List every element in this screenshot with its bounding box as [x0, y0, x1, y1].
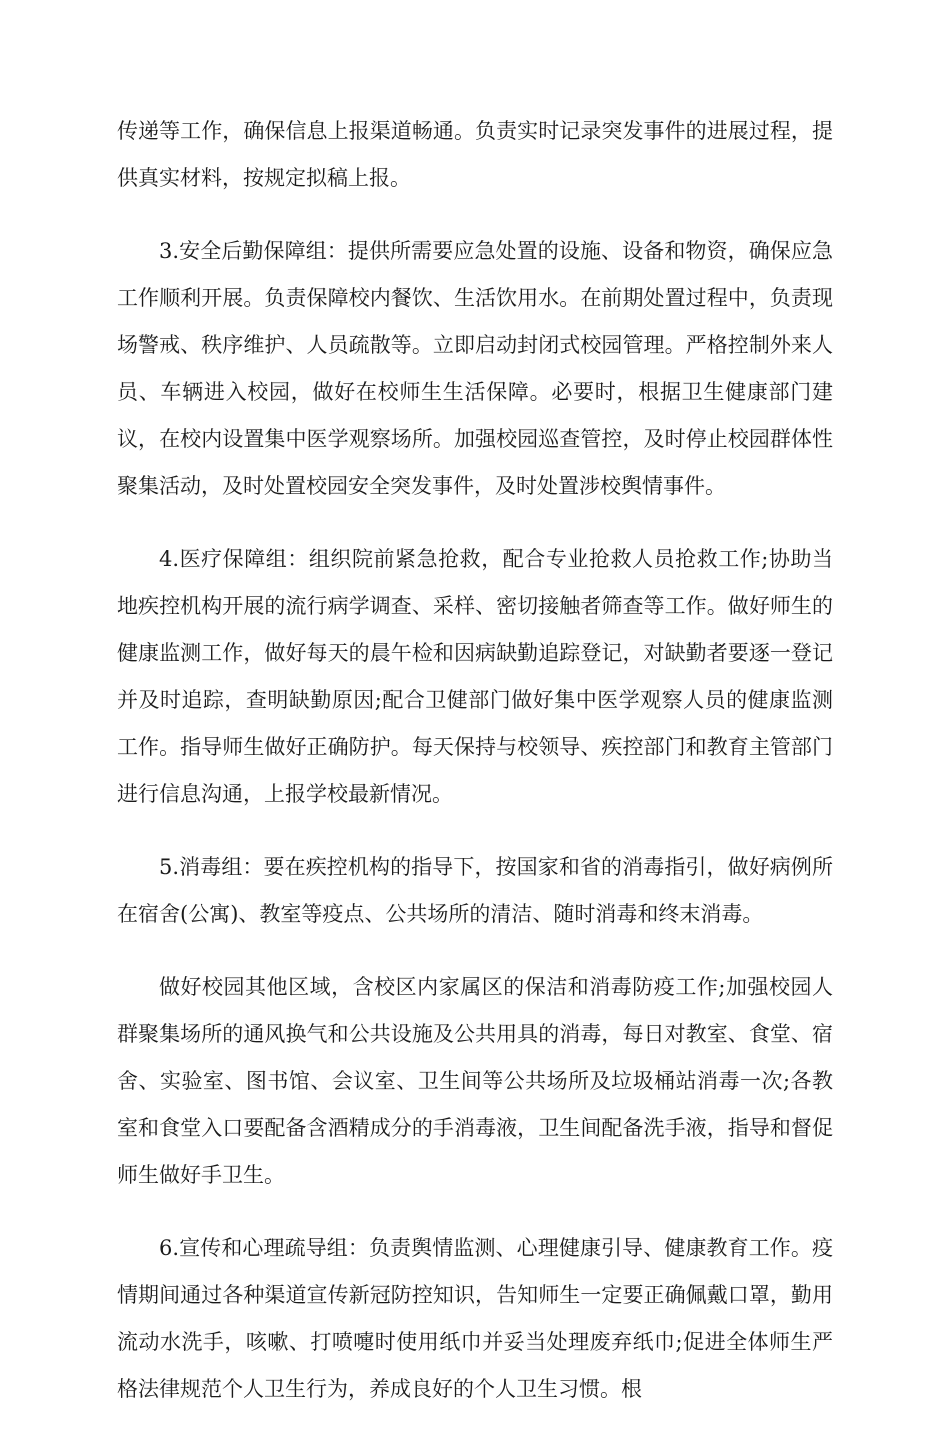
paragraph-logistics-group: 3.安全后勤保障组：提供所需要应急处置的设施、设备和物资，确保应急工作顺利开展。负责保障校内餐饮、生活饮用水。在前期处置过程中，负责现场警戒、秩序维护、人员疏散等。立即启动封闭式校园管理。严格控制外来人员、车辆进入校园，做好在校师生生活保障。必要时，根据卫生健康部门建议，在校内设置集中医学观察场所。加强校园巡查管控，及时停止校园群体性聚集活动，及时处置校园安全突发事件，及时处置涉校舆情事件。 — [117, 239, 833, 498]
document-body — [117, 108, 833, 1439]
paragraph-disinfection-group: 5.消毒组：要在疾控机构的指导下，按国家和省的消毒指引，做好病例所在宿舍(公寓)、教室等疫点、公共场所的清洁、随时消毒和终末消毒。 — [117, 855, 833, 926]
paragraph-campus-disinfection: 做好校园其他区域，含校区内家属区的保洁和消毒防疫工作;加强校园人群聚集场所的通风换气和公共设施及公共用具的消毒，每日对教室、食堂、宿舍、实验室、图书馆、会议室、卫生间等公共场所及垃圾桶站消毒一次;各教室和食堂入口要配备含酒精成分的手消毒液，卫生间配备洗手液，指导和督促师生做好手卫生。 — [117, 975, 833, 1187]
paragraph-continued: 传递等工作，确保信息上报渠道畅通。负责实时记录突发事件的进展过程，提供真实材料，按规定拟稿上报。 — [117, 119, 833, 190]
paragraph-publicity-group: 6.宣传和心理疏导组：负责舆情监测、心理健康引导、健康教育工作。疫情期间通过各种渠道宣传新冠防控知识，告知师生一定要正确佩戴口罩，勤用流动水洗手，咳嗽、打喷嚏时使用纸巾并妥当处理废弃纸巾;促进全体师生严格法律规范个人卫生行为，养成良好的个人卫生习惯。根 — [117, 1236, 833, 1401]
paragraph-medical-group: 4.医疗保障组：组织院前紧急抢救，配合专业抢救人员抢救工作;协助当地疾控机构开展的流行病学调查、采样、密切接触者筛查等工作。做好师生的健康监测工作，做好每天的晨午检和因病缺勤追踪登记，对缺勤者要逐一登记并及时追踪，查明缺勤原因;配合卫健部门做好集中医学观察人员的健康监测工作。指导师生做好正确防护。每天保持与校领导、疾控部门和教育主管部门进行信息沟通，上报学校最新情况。 — [117, 547, 833, 806]
